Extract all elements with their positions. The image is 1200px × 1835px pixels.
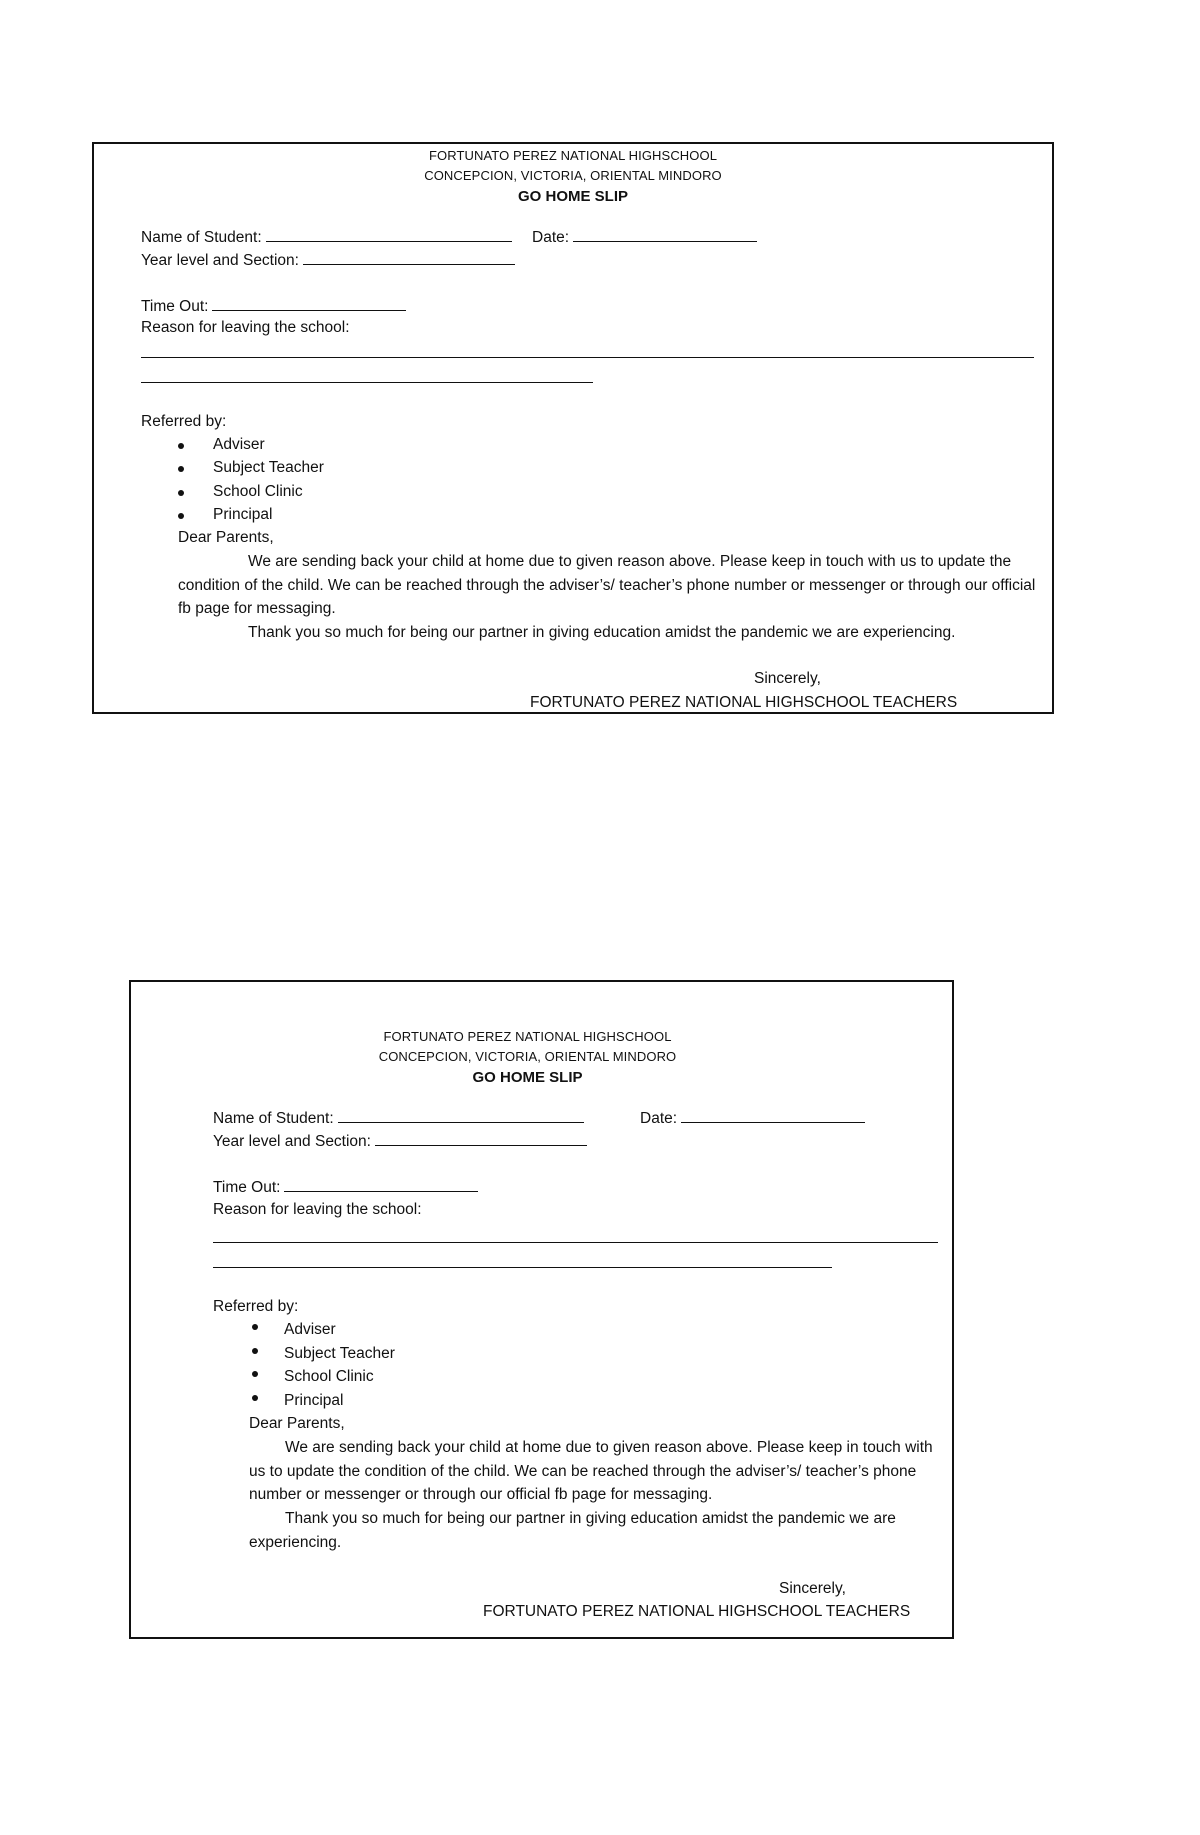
name-of-student-line[interactable] <box>266 227 512 242</box>
name-of-student-label: Name of Student: <box>141 229 262 246</box>
reason-line-1[interactable] <box>213 1242 938 1243</box>
date-field[interactable] <box>532 227 757 247</box>
salutation: Dear Parents, <box>249 1415 345 1432</box>
time-out-label: Time Out: <box>213 1179 281 1196</box>
year-section-field[interactable] <box>141 250 515 270</box>
bullet-icon <box>178 513 184 519</box>
referrer-school-clinic: School Clinic <box>284 1368 374 1385</box>
bullet-icon <box>252 1348 258 1354</box>
time-out-label: Time Out: <box>141 298 209 315</box>
message-paragraph-1: We are sending back your child at home due to given reason above. Please keep in touch with us to update the condition of the child. We can be reached through the adviser’s/ teacher’s phone number or messenger or through our official fb page for messaging. <box>178 553 1036 617</box>
reason-line-2[interactable] <box>141 382 593 383</box>
date-field[interactable] <box>640 1108 865 1128</box>
year-section-line[interactable] <box>303 250 515 265</box>
school-address: CONCEPCION, VICTORIA, ORIENTAL MINDORO <box>378 1049 677 1064</box>
school-address: CONCEPCION, VICTORIA, ORIENTAL MINDORO <box>424 168 722 183</box>
slip-title: GO HOME SLIP <box>517 188 628 205</box>
referrer-subject-teacher: Subject Teacher <box>213 459 324 476</box>
message-paragraph-2: Thank you so much for being our partner in giving education amidst the pandemic we are experiencing. <box>248 624 956 641</box>
referrer-principal: Principal <box>213 506 273 523</box>
referrer-school-clinic: School Clinic <box>213 483 303 500</box>
date-label: Date: <box>640 1110 678 1127</box>
school-name: FORTUNATO PEREZ NATIONAL HIGHSCHOOL <box>383 1029 672 1044</box>
referred-by-label: Referred by: <box>213 1298 299 1315</box>
time-out-line[interactable] <box>212 296 406 311</box>
slip-title: GO HOME SLIP <box>472 1069 583 1086</box>
date-line[interactable] <box>573 227 757 242</box>
time-out-line[interactable] <box>284 1177 478 1192</box>
year-section-field[interactable] <box>213 1131 587 1151</box>
message-paragraph-2: Thank you so much for being our partner in giving education amidst the pandemic we are experiencing. <box>249 1510 896 1551</box>
reason-line-2[interactable] <box>213 1267 832 1268</box>
year-section-label: Year level and Section: <box>141 252 299 269</box>
closing: Sincerely, <box>754 670 821 687</box>
year-section-label: Year level and Section: <box>213 1133 371 1150</box>
time-out-field[interactable] <box>141 296 406 316</box>
referrer-subject-teacher: Subject Teacher <box>284 1345 395 1362</box>
date-label: Date: <box>532 229 570 246</box>
signature: FORTUNATO PEREZ NATIONAL HIGHSCHOOL TEACHERS <box>530 694 958 711</box>
referrer-principal: Principal <box>284 1392 344 1409</box>
bullet-icon <box>178 490 184 496</box>
referrer-adviser: Adviser <box>213 436 265 453</box>
signature: FORTUNATO PEREZ NATIONAL HIGHSCHOOL TEACHERS <box>483 1603 911 1620</box>
bullet-icon <box>178 443 184 449</box>
bullet-icon <box>178 466 184 472</box>
bullet-icon <box>252 1395 258 1401</box>
bullet-icon <box>252 1371 258 1377</box>
referred-by-label: Referred by: <box>141 413 227 430</box>
go-home-slip-2 <box>129 980 954 1639</box>
reason-line-1[interactable] <box>141 357 1034 358</box>
message-paragraph-1: We are sending back your child at home due to given reason above. Please keep in touch with us to update the condition of the child. We can be reached through the adviser’s/ teacher’s phone number or messenger or through our official fb page for messaging. <box>249 1439 933 1503</box>
reason-label: Reason for leaving the school: <box>213 1201 422 1218</box>
go-home-slip-1 <box>92 142 1054 714</box>
closing: Sincerely, <box>779 1580 846 1597</box>
name-of-student-line[interactable] <box>338 1108 584 1123</box>
time-out-field[interactable] <box>213 1177 478 1197</box>
name-of-student-label: Name of Student: <box>213 1110 334 1127</box>
bullet-icon <box>252 1324 258 1330</box>
school-name: FORTUNATO PEREZ NATIONAL HIGHSCHOOL <box>428 148 718 163</box>
name-of-student-field[interactable] <box>141 227 512 247</box>
salutation: Dear Parents, <box>178 529 274 546</box>
reason-label: Reason for leaving the school: <box>141 319 350 336</box>
name-of-student-field[interactable] <box>213 1108 584 1128</box>
date-line[interactable] <box>681 1108 865 1123</box>
year-section-line[interactable] <box>375 1131 587 1146</box>
referrer-adviser: Adviser <box>284 1321 336 1338</box>
